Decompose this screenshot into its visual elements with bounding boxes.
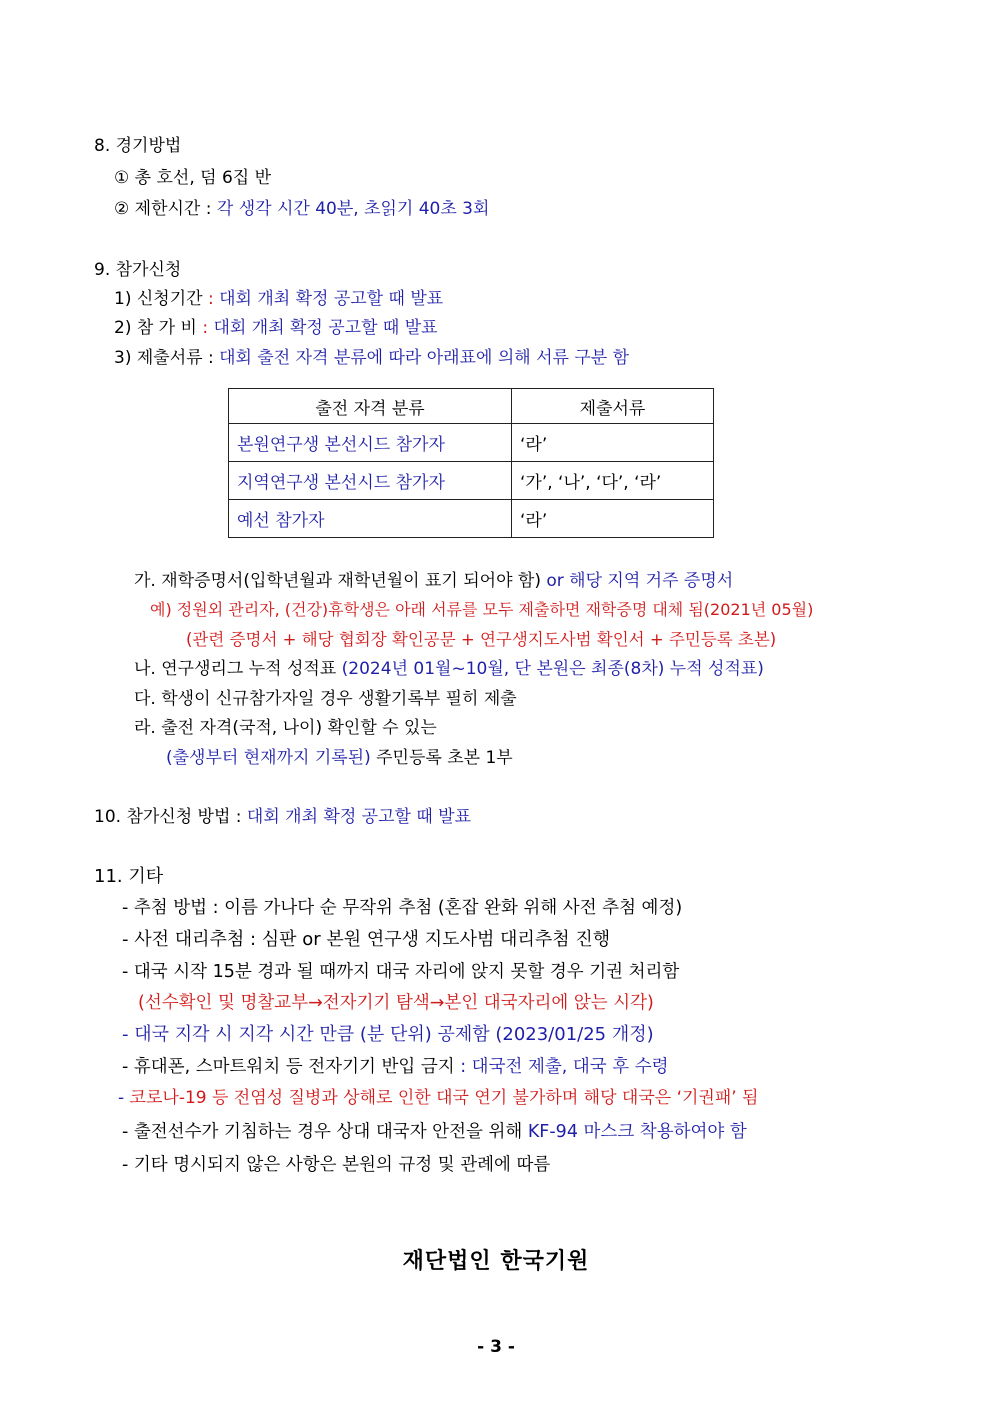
section-8-item-2 (114, 197, 489, 221)
section-10-label: 10. 참가신청 방법 : (94, 807, 247, 827)
table-row (229, 462, 714, 500)
bullet-5-label: - 휴대폰, 스마트워치 등 전자기기 반입 금지 (122, 1057, 461, 1077)
section-11-bullet-8: - 기타 명시되지 않은 사항은 본원의 규정 및 관례에 따름 (122, 1155, 551, 1175)
doc-da: 다. 학생이 신규참가자일 경우 생활기록부 필히 제출 (134, 689, 517, 709)
table-cell-documents: ‘라’ (512, 500, 714, 538)
doc-ga-label: 가. 재학증명서(입학년월과 재학년월이 표기 되어야 함) (134, 571, 547, 591)
section-11-bullet-1: - 추첨 방법 : 이름 가나다 순 무작위 추첨 (혼잡 완화 위해 사전 추첨 예정) (122, 898, 683, 918)
doc-ga-value: or 해당 지역 거주 증명서 (546, 571, 734, 591)
section-11-bullet-2: - 사전 대리추첨 : 심판 or 본원 연구생 지도사범 대리추첨 진행 (122, 929, 611, 950)
section-11-bullet-3: - 대국 시작 15분 경과 될 때까지 대국 자리에 앉지 못할 경우 기권 처리함 (122, 962, 680, 982)
doc-ga-note-2: (관련 증명서 + 해당 협회장 확인공문 + 연구생지도사범 확인서 + 주민등록 초본) (186, 630, 777, 649)
table-cell-category: 지역연구생 본선시드 참가자 (229, 462, 512, 500)
item-3-label: 3) 제출서류 : (114, 348, 220, 368)
table-cell-documents: ‘가’, ‘나’, ‘다’, ‘라’ (512, 462, 714, 500)
bullet-7-label: - 출전선수가 기침하는 경우 상대 대국자 안전을 위해 (122, 1122, 528, 1142)
section-11-bullet-3-note: (선수확인 및 명찰교부→전자기기 탐색→본인 대국자리에 앉는 시각) (138, 993, 654, 1013)
section-11-title: 11. 기타 (94, 866, 164, 887)
item-2-label: 2) 참 가 비 (114, 318, 203, 338)
section-11-bullet-7 (122, 1120, 747, 1144)
item-1-label: 1) 신청기간 (114, 289, 208, 309)
table-header-row (229, 389, 714, 424)
doc-ra-2 (166, 746, 513, 770)
doc-na-label: 나. 연구생리그 누적 성적표 (134, 659, 342, 679)
doc-ra-1: 라. 출전 자격(국적, 나이) 확인할 수 있는 (134, 718, 437, 738)
section-9-item-1 (114, 287, 443, 311)
table-header-category: 출전 자격 분류 (229, 389, 512, 424)
doc-ra-2-rest: 주민등록 초본 1부 (376, 748, 513, 768)
organization-name: 재단법인 한국기원 (402, 1249, 590, 1274)
bullet-7-value: KF-94 마스크 착용하여야 함 (527, 1122, 747, 1142)
table-header-documents: 제출서류 (512, 389, 714, 424)
section-9-item-3 (114, 346, 629, 370)
item-2-value: 대회 개최 확정 공고할 때 발표 (213, 318, 438, 338)
bullet-6-text: 코로나-19 등 전염성 질병과 상해로 인한 대국 연기 불가하며 해당 대국은 ‘기권패’ 됨 (129, 1088, 759, 1108)
item-1-value: 대회 개최 확정 공고할 때 발표 (219, 289, 444, 309)
doc-ra-2-value: (출생부터 현재까지 기록된) (166, 748, 377, 768)
table-cell-category: 본원연구생 본선시드 참가자 (229, 424, 512, 462)
section-8-item-2-value: 각 생각 시간 40분, 초읽기 40초 3회 (216, 199, 490, 219)
section-9-title: 9. 참가신청 (94, 260, 182, 280)
doc-na (134, 657, 764, 681)
table-cell-documents: ‘라’ (512, 424, 714, 462)
bullet-6-dash: - (118, 1088, 130, 1108)
section-10-value: 대회 개최 확정 공고할 때 발표 (246, 807, 472, 827)
section-11-bullet-6 (118, 1086, 758, 1110)
section-8-title: 8. 경기방법 (94, 136, 182, 156)
section-8-item-1: ① 총 호선, 덤 6집 반 (114, 168, 272, 188)
page-number: - 3 - (477, 1337, 515, 1357)
item-3-value: 대회 출전 자격 분류에 따라 아래표에 의해 서류 구분 함 (219, 348, 629, 368)
table-row (229, 424, 714, 462)
item-2-colon: : (202, 318, 214, 338)
table-row (229, 500, 714, 538)
bullet-5-value: : 대국전 제출, 대국 후 수령 (460, 1057, 669, 1077)
doc-ga-note-1: 예) 정원외 관리자, (건강)휴학생은 아래 서류를 모두 제출하면 재학증명 대체 됨(2021년 05월) (150, 600, 814, 619)
section-9-item-2 (114, 316, 438, 340)
table-cell-category: 예선 참가자 (229, 500, 512, 538)
section-8-item-2-label: ② 제한시간 : (114, 199, 217, 219)
doc-ga (134, 569, 733, 593)
section-11-bullet-4: - 대국 지각 시 지각 시간 만큼 (분 단위) 공제함 (2023/01/25 개정) (122, 1024, 654, 1045)
item-1-colon: : (207, 289, 220, 309)
section-11-bullet-5 (122, 1055, 669, 1079)
documents-table (228, 388, 714, 538)
doc-na-value: (2024년 01월~10월, 단 본원은 최종(8차) 누적 성적표) (341, 659, 764, 679)
section-10 (94, 805, 471, 829)
